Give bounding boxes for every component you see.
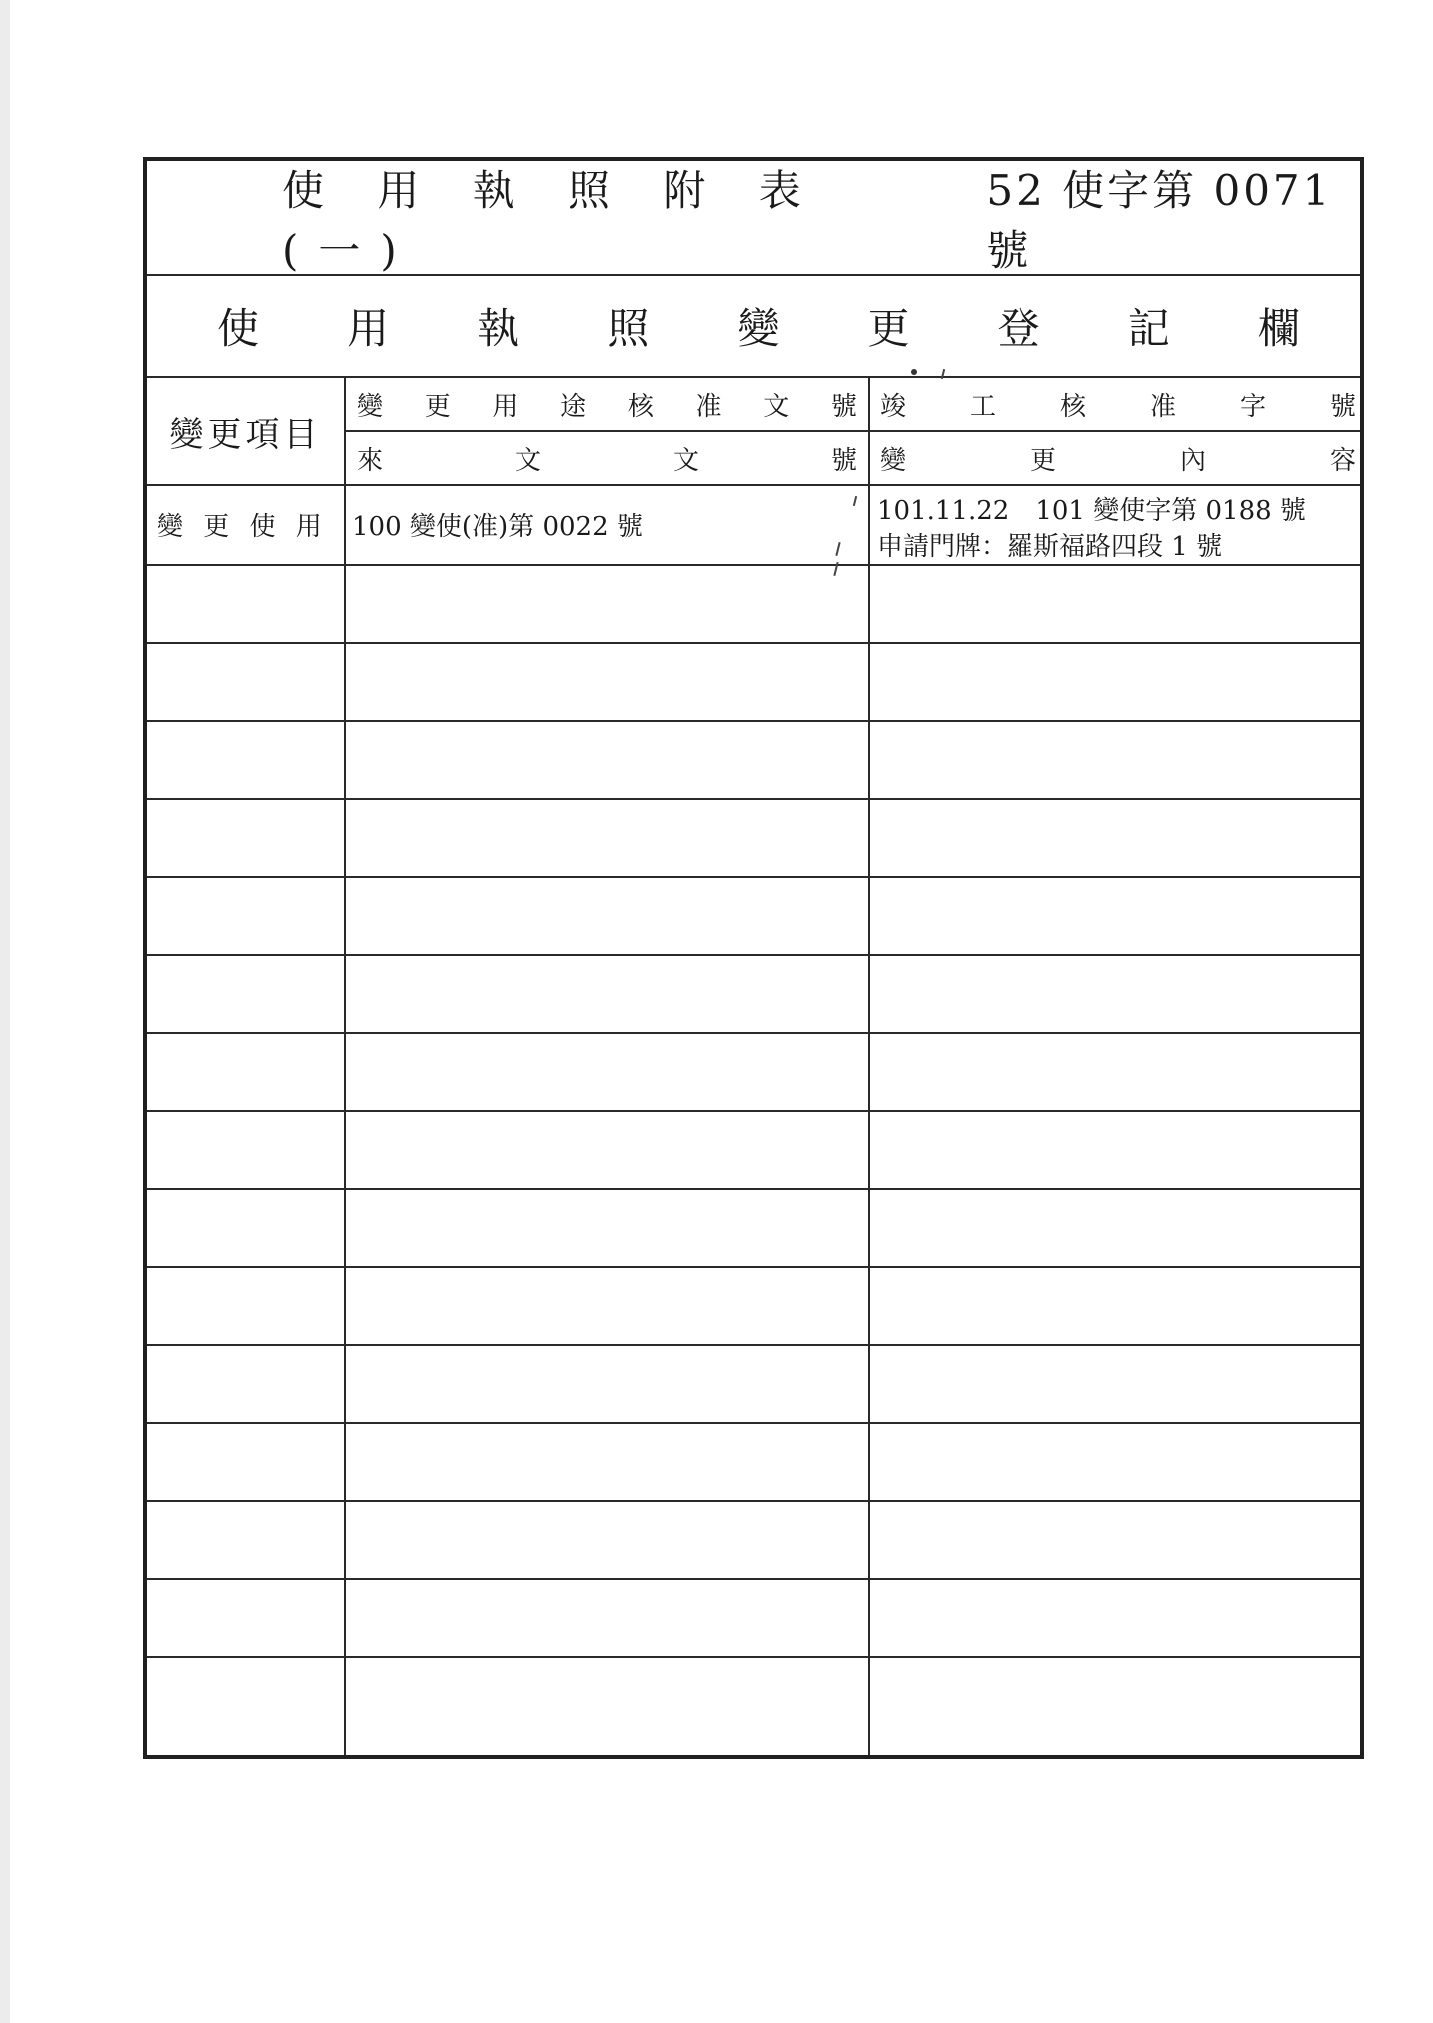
scan-mark	[853, 496, 857, 506]
header-char: 准	[1149, 391, 1176, 422]
row-change-item: 變 更 使 用	[157, 512, 328, 542]
row-line	[147, 1188, 1360, 1190]
row-completion-address: 申請門牌：羅斯福路四段 1 號	[877, 532, 1223, 562]
header-char: 核	[627, 391, 654, 422]
row-line	[147, 564, 1360, 566]
header-char: 變	[357, 391, 384, 422]
scan-page-edge	[0, 0, 10, 2023]
row-line	[147, 642, 1360, 644]
header-char: 文	[672, 445, 699, 476]
header-char: 號	[830, 391, 857, 422]
row-line	[147, 798, 1360, 800]
form-title: 使 用 執 照 附 表 (一)	[282, 165, 821, 275]
header-char: 用	[492, 391, 519, 422]
header-char: 內	[1179, 445, 1206, 476]
row-line	[147, 1656, 1360, 1658]
row-line	[147, 1032, 1360, 1034]
subtitle-band	[147, 276, 1360, 378]
usage-license-form	[143, 157, 1364, 1759]
header-approval-number	[357, 378, 857, 430]
header-char: 竣	[880, 391, 907, 422]
header-char: 容	[1329, 445, 1356, 476]
row-line	[147, 1578, 1360, 1580]
title-band	[147, 161, 1360, 276]
header-char: 來	[357, 445, 384, 476]
subtitle-char: 更	[867, 304, 910, 353]
header-bottom-line	[147, 484, 1360, 486]
row-line	[147, 1500, 1360, 1502]
header-char: 核	[1059, 391, 1086, 422]
scan-mark	[835, 542, 840, 556]
row-line	[147, 1344, 1360, 1346]
header-char: 文	[514, 445, 541, 476]
row-approval-number: 100 變使(准)第 0022 號	[352, 512, 643, 542]
header-char: 號	[1329, 391, 1356, 422]
row-line	[147, 1266, 1360, 1268]
header-char: 變	[880, 445, 907, 476]
subtitle-char: 用	[347, 304, 390, 353]
row-line	[147, 1110, 1360, 1112]
header-change-item: 變更項目	[169, 414, 322, 455]
header-char: 更	[1029, 445, 1056, 476]
subtitle-char: 登	[997, 304, 1040, 353]
subtitle-char: 執	[477, 304, 520, 353]
header-char: 字	[1239, 391, 1266, 422]
scan-mark	[911, 369, 917, 375]
column-divider	[868, 378, 870, 1755]
subtitle-char: 照	[607, 304, 650, 353]
header-char: 途	[560, 391, 587, 422]
header-char: 文	[763, 391, 790, 422]
column-divider	[344, 378, 346, 1755]
header-change-content	[880, 432, 1356, 484]
header-char: 工	[969, 391, 996, 422]
row-line	[147, 954, 1360, 956]
row-completion-number: 101.11.22 101 變使字第 0188 號	[877, 496, 1306, 526]
subtitle-char: 使	[217, 304, 260, 353]
change-registry-table	[147, 378, 1360, 1755]
subtitle-char: 欄	[1257, 304, 1300, 353]
header-char: 更	[424, 391, 451, 422]
subtitle-row	[217, 276, 1300, 376]
row-line	[147, 876, 1360, 878]
row-line	[147, 1422, 1360, 1424]
header-char: 號	[830, 445, 857, 476]
row-line	[147, 720, 1360, 722]
header-completion-number	[880, 378, 1356, 430]
header-incoming-number	[357, 432, 857, 484]
subtitle-char: 變	[737, 304, 780, 353]
title-row	[282, 161, 1360, 274]
subtitle-char: 記	[1127, 304, 1170, 353]
header-char: 准	[695, 391, 722, 422]
license-number: 52 使字第 0071 號	[986, 165, 1333, 275]
